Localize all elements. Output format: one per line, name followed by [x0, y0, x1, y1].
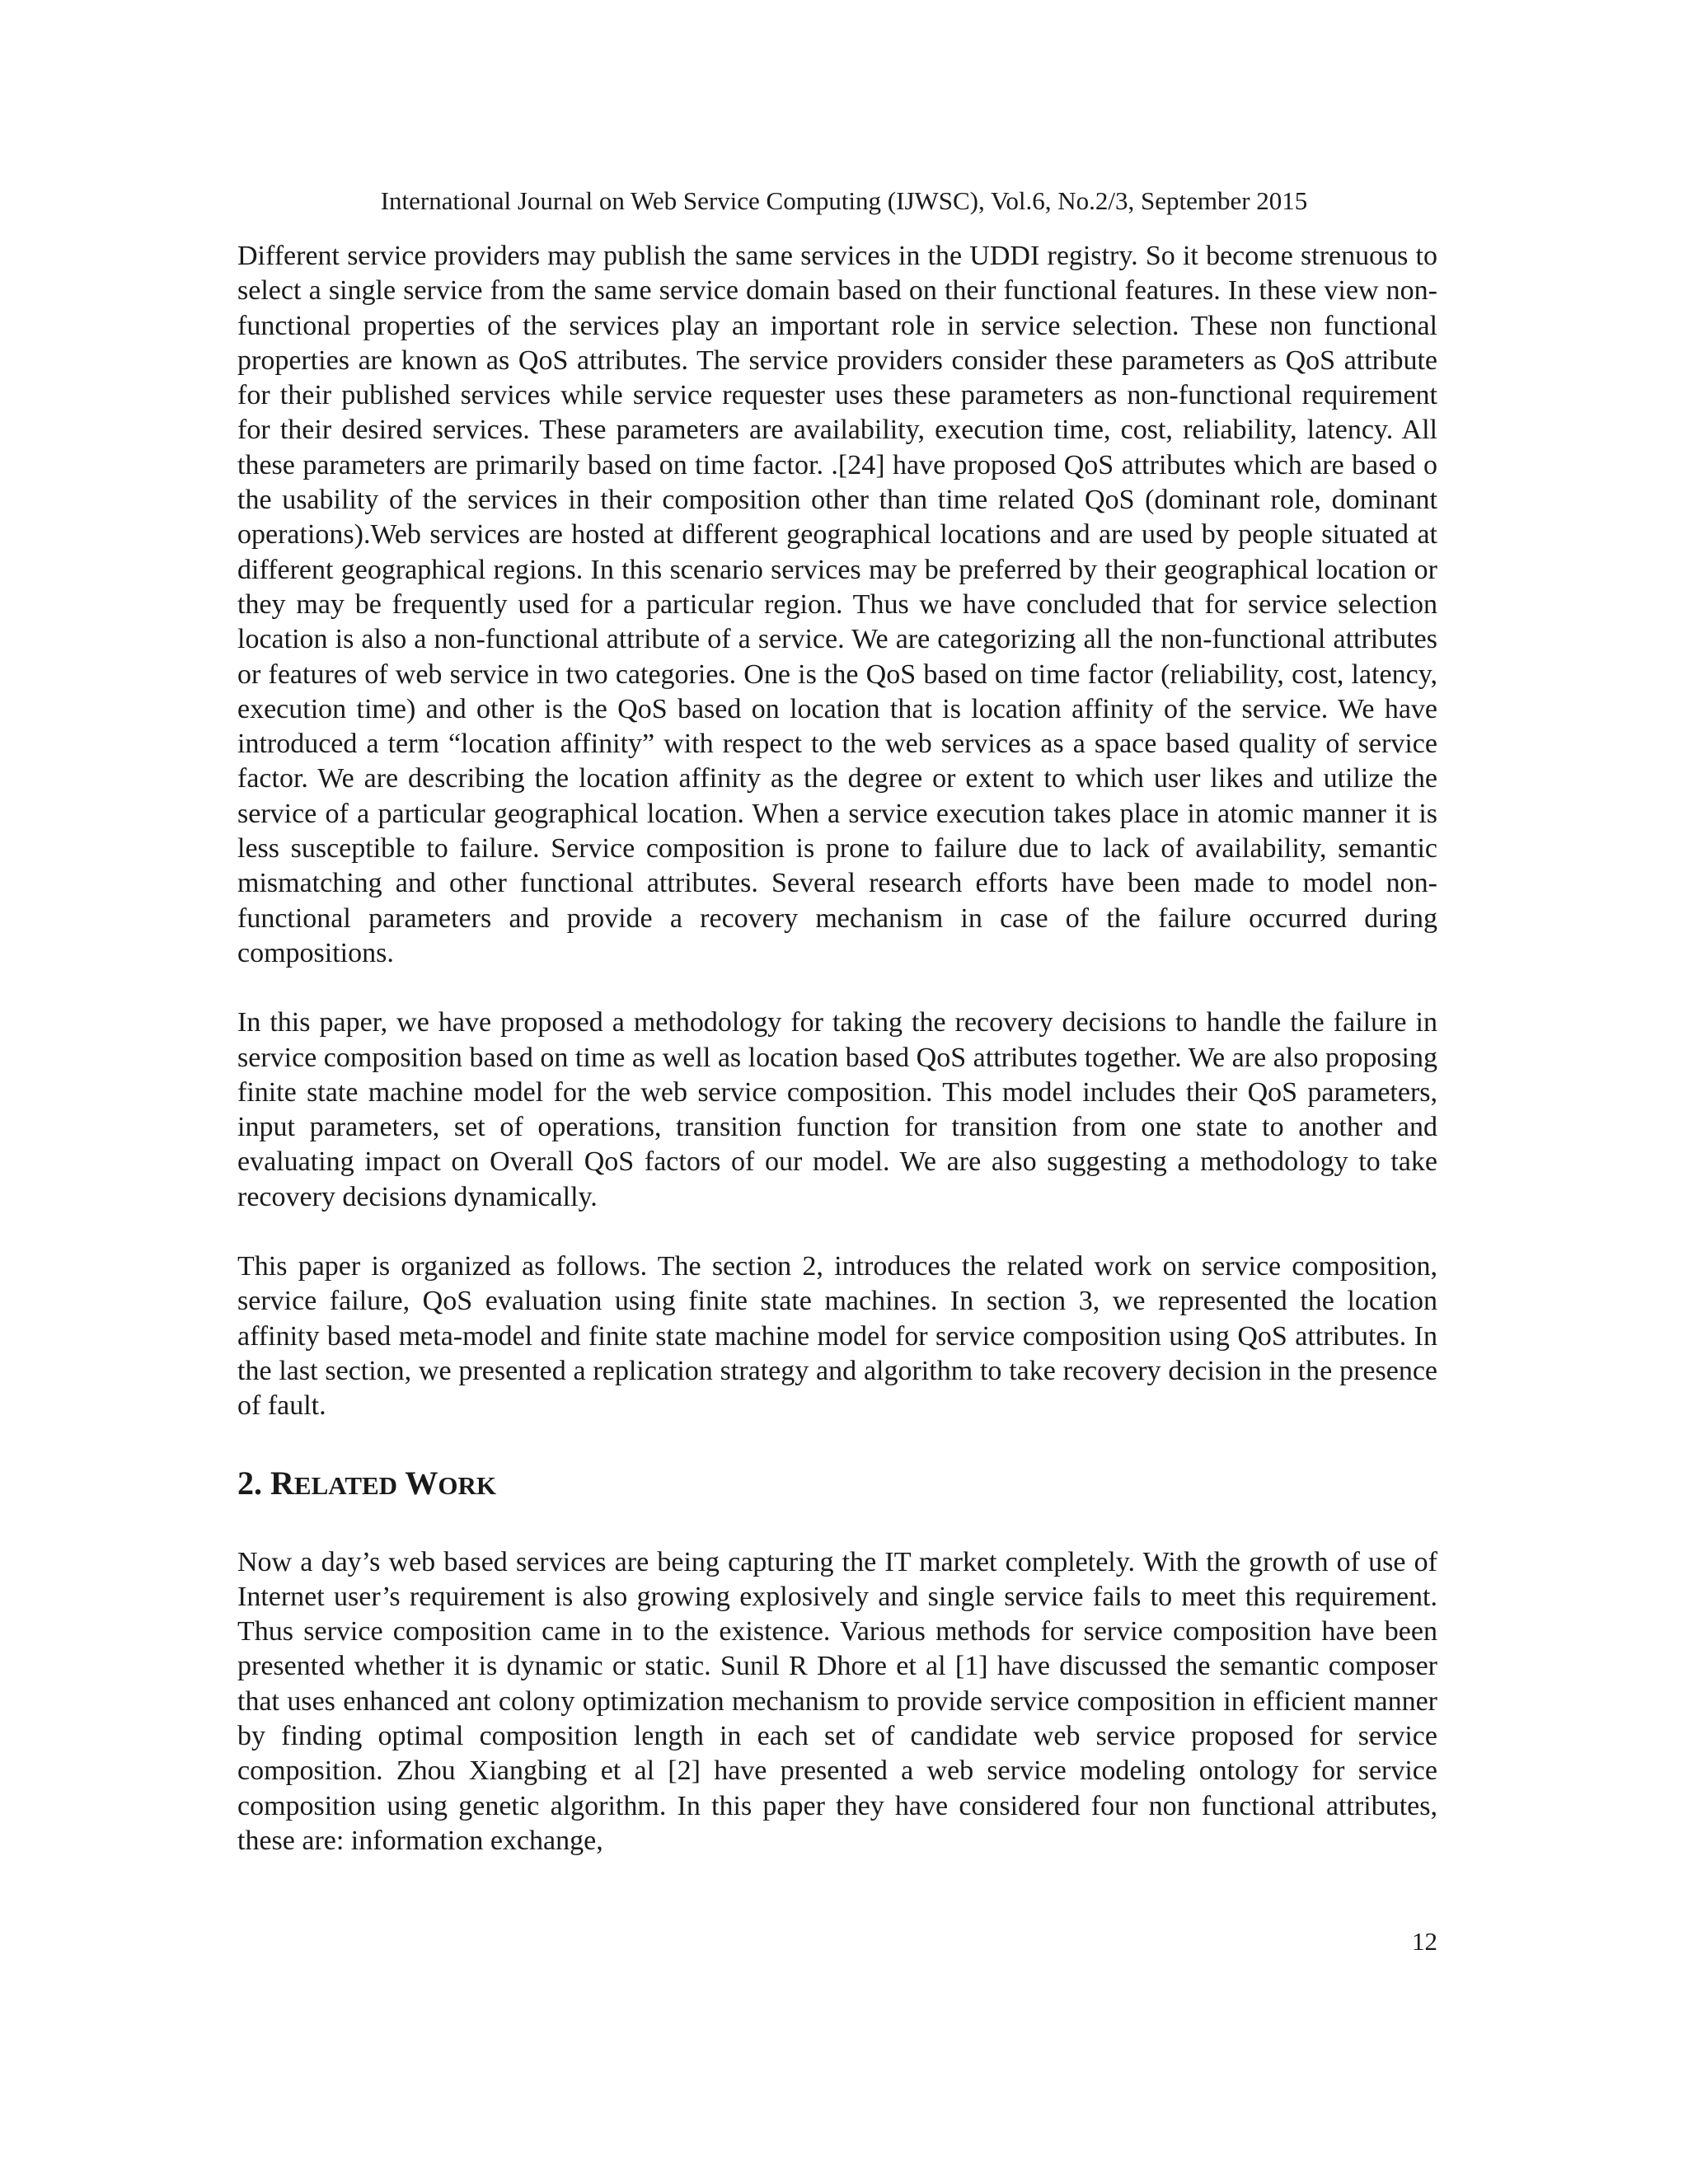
section-title-rest-1: ELATED	[293, 1470, 398, 1500]
intro-paragraph-2: In this paper, we have proposed a methodology for taking the recovery decisions to handle the failure in service composition based on time as well as location based QoS attributes together. We are also proposing finite state machine model for the web service composition. This model includes their QoS parameters, input parameters, set of operations, transition function for transition from one state to another and evaluating impact on Overall QoS factors of our model. We are also suggesting a methodology to take recovery decisions dynamically.	[237, 1007, 1437, 1212]
running-header: International Journal on Web Service Computing (IJWSC), Vol.6, No.2/3, September 2015	[380, 186, 1308, 215]
intro-paragraph-3: This paper is organized as follows. The section 2, introduces the related work on service composition, service failure, QoS evaluation using finite state machines. In section 3, we represented the location affinity based meta-model and finite state machine model for service composition using QoS attributes. In the last section, we presented a replication strategy and algorithm to take recovery decision in the presence of fault.	[237, 1251, 1437, 1422]
body-text	[237, 239, 1437, 1893]
section-heading-related-work	[237, 1464, 1437, 1506]
page-number: 12	[1412, 1927, 1437, 1956]
section-title-initial-2: W	[405, 1464, 438, 1502]
section-title-rest-2: ORK	[438, 1470, 496, 1500]
intro-paragraph-1: Different service providers may publish the same services in the UDDI registry. So it become strenuous to select a single service from the same service domain based on their functional features. In these view non-functional properties of the services play an important role in service selection. These non functional properties are known as QoS attributes. The service providers consider these parameters as QoS attribute for their published services while service requester uses these parameters as non-functional requirement for their desired services. These parameters are availability, execution time, cost, reliability, latency. All these parameters are primarily based on time factor. .[24] have proposed QoS attributes which are based o the usability of the services in their composition other than time related QoS (dominant role, dominant operations).Web services are hosted at different geographical locations and are used by people situated at different geographical regions. In this scenario services may be preferred by their geographical location or they may be frequently used for a particular region. Thus we have concluded that for service selection location is also a non-functional attribute of a service. We are categorizing all the non-functional attributes or features of web service in two categories. One is the QoS based on time factor (reliability, cost, latency, execution time) and other is the QoS based on location that is location affinity of the service. We have introduced a term “location affinity” with respect to the web services as a space based quality of service factor. We are describing the location affinity as the degree or extent to which user likes and utilize the service of a particular geographical location. When a service execution takes place in atomic manner it is less susceptible to failure. Service composition is prone to failure due to lack of availability, semantic mismatching and other functional attributes. Several research efforts have been made to model non-functional parameters and provide a recovery mechanism in case of the failure occurred during compositions.	[237, 241, 1437, 968]
related-work-paragraph-1: Now a day’s web based services are being capturing the IT market completely. With the growth of use of Internet user’s requirement is also growing explosively and single service fails to meet this requirement. Thus service composition came in to the existence. Various methods for service composition have been presented whether it is dynamic or static. Sunil R Dhore et al [1] have discussed the semantic composer that uses enhanced ant colony optimization mechanism to provide service composition in efficient manner by finding optimal composition length in each set of candidate web service proposed for service composition. Zhou Xiangbing et al [2] have presented a web service modeling ontology for service composition using genetic algorithm. In this paper they have considered four non functional attributes, these are: information exchange,	[237, 1546, 1437, 1856]
section-number: 2.	[237, 1464, 262, 1502]
section-title-initial-1: R	[270, 1464, 294, 1502]
